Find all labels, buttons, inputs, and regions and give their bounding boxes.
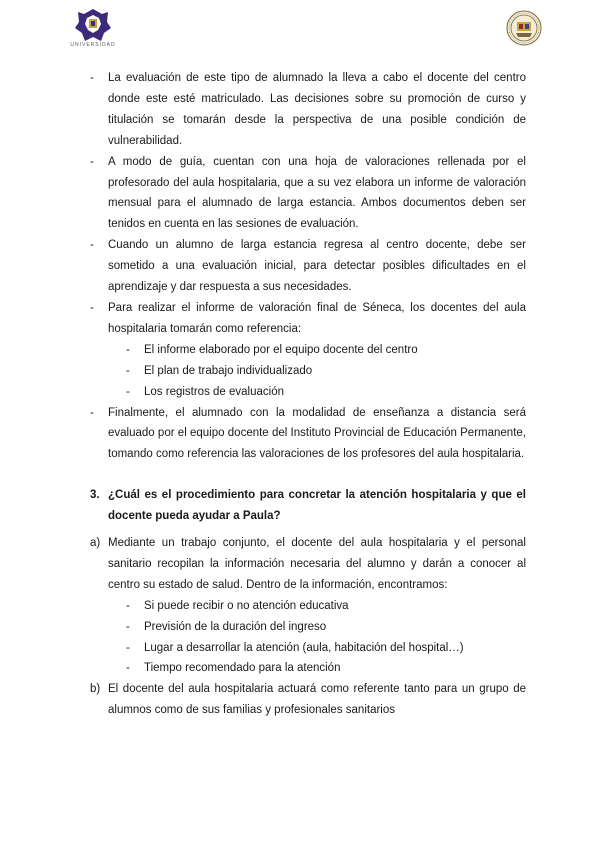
list-item-text: A modo de guía, cuentan con una hoja de valoraciones rellenada por el profesorado del aula hospitalaria, que a su vez elabora un informe de valoración mensual para el alumnado de larga estancia. Ambos documentos deben ser tenidos en cuenta en las sesiones de evaluación. bbox=[108, 155, 526, 231]
list-item: - Cuando un alumno de larga estancia regresa al centro docente, debe ser sometido a una evaluación inicial, para detectar posibles dificultades en el aprendizaje y dar respuesta a sus necesidades. bbox=[90, 239, 526, 294]
sub-list-item-text: El plan de trabajo individualizado bbox=[144, 364, 313, 377]
sub-list-item: - Los registros de evaluación bbox=[126, 385, 284, 398]
list-item: - A modo de guía, cuentan con una hoja de valoraciones rellenada por el profesorado del aula hospitalaria, que a su vez elabora un informe de valoración mensual para el alumnado de larga estancia. Ambos documentos deben ser tenidos en cuenta en las sesiones de evaluación. bbox=[90, 155, 526, 231]
answer-text: El docente del aula hospitalaria actuará como referente tanto para un grupo de alumnos como de sus familias y profesionales sanitarios bbox=[108, 683, 526, 717]
sub-list-item: - Previsión de la duración del ingreso bbox=[126, 620, 327, 633]
sub-list-item: - Tiempo recomendado para la atención bbox=[126, 662, 341, 675]
sub-list-item-text: Tiempo recomendado para la atención bbox=[144, 662, 341, 675]
sub-list-item-text: Si puede recibir o no atención educativa bbox=[144, 599, 349, 612]
document-body bbox=[90, 68, 526, 721]
list-item: - La evaluación de este tipo de alumnado la lleva a cabo el docente del centro donde este esté matriculado. Las decisiones sobre su promoción de curso y titulación se tomarán desde la perspectiva de una posible condición de vulnerabilidad. bbox=[90, 72, 526, 147]
list-item-text: Para realizar el informe de valoración final de Séneca, los docentes del aula hospitalaria tomarán como referencia: bbox=[108, 301, 526, 335]
seal-icon bbox=[506, 10, 542, 46]
sub-list-item: - Lugar a desarrollar la atención (aula, habitación del hospital…) bbox=[126, 641, 464, 654]
sub-list-item-text: Previsión de la duración del ingreso bbox=[144, 620, 327, 633]
university-logo-text: UNIVERSIDAD bbox=[70, 42, 116, 48]
answer-item bbox=[90, 679, 526, 721]
list-item-text: Cuando un alumno de larga estancia regresa al centro docente, debe ser sometido a una evaluación inicial, para detectar posibles dificultades en el aprendizaje y dar respuesta a sus necesidades. bbox=[108, 239, 526, 294]
sub-list-item-text: Los registros de evaluación bbox=[144, 385, 284, 398]
sub-list-item-text: El informe elaborado por el equipo docente del centro bbox=[144, 343, 418, 356]
answer-marker: a) bbox=[90, 537, 101, 550]
sub-list-item: - Si puede recibir o no atención educativa bbox=[126, 599, 349, 612]
university-logo bbox=[60, 8, 126, 50]
section-heading-text: ¿Cuál es el procedimiento para concretar la atención hospitalaria y que el docente pueda ayudar a Paula? bbox=[108, 489, 526, 523]
section-number: 3. bbox=[90, 489, 100, 502]
sub-list-item: - El informe elaborado por el equipo docente del centro bbox=[126, 343, 418, 356]
list-item-text: Finalmente, el alumnado con la modalidad de enseñanza a distancia será evaluado por el equipo docente del Instituto Provincial de Educación Permanente, tomando como referencia las valoraciones de los profesores del aula hospitalaria. bbox=[108, 406, 526, 461]
university-crest-icon bbox=[74, 8, 112, 42]
sub-list-item-text: Lugar a desarrollar la atención (aula, habitación del hospital…) bbox=[144, 641, 464, 654]
answer-marker: b) bbox=[90, 683, 101, 696]
list-item: - Finalmente, el alumnado con la modalidad de enseñanza a distancia será evaluado por el equipo docente del Instituto Provincial de Educación Permanente, tomando como referencia las valoraciones de los profesores del aula hospitalaria. bbox=[90, 406, 526, 461]
institution-seal bbox=[506, 10, 542, 51]
sub-list-item: - El plan de trabajo individualizado bbox=[126, 364, 313, 377]
section-heading bbox=[90, 485, 526, 527]
list-item: - Para realizar el informe de valoración final de Séneca, los docentes del aula hospitalaria tomarán como referencia: bbox=[90, 301, 526, 335]
answer-text: Mediante un trabajo conjunto, el docente del aula hospitalaria y el personal sanitario recopilan la información necesaria del alumno y darán a conocer al centro su estado de salud. Dentro de la información, encontramos: bbox=[108, 537, 526, 591]
list-item-text: La evaluación de este tipo de alumnado la lleva a cabo el docente del centro donde este esté matriculado. Las decisiones sobre su promoción de curso y titulación se tomarán desde la perspectiva de una posible condición de vulnerabilidad. bbox=[108, 72, 526, 147]
answer-item bbox=[90, 533, 526, 596]
